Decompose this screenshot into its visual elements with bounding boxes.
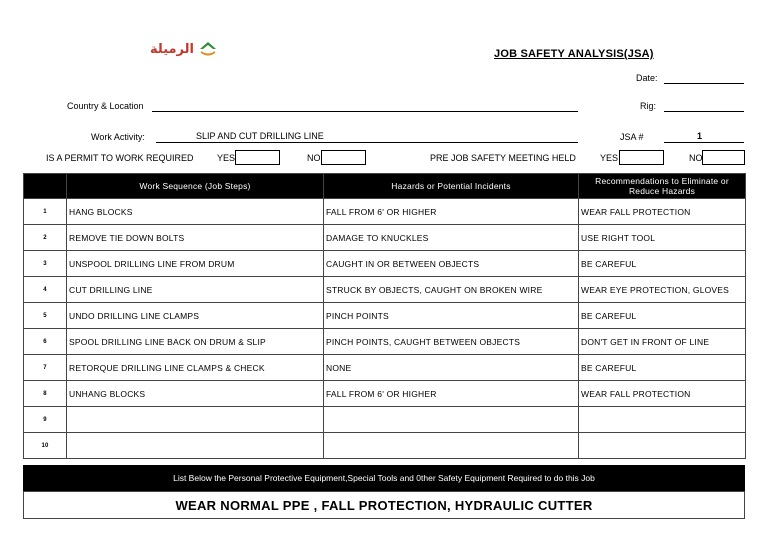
- hazard-cell[interactable]: [324, 433, 579, 459]
- jsa-number-label: JSA #: [620, 132, 644, 142]
- meeting-yes-label: YES: [600, 153, 619, 163]
- table-row: [24, 225, 746, 251]
- table-row: [24, 381, 746, 407]
- table-row: [24, 407, 746, 433]
- document-title: JOB SAFETY ANALYSIS(JSA): [494, 48, 654, 60]
- table-row: [24, 355, 746, 381]
- recommendation-cell[interactable]: WEAR EYE PROTECTION, GLOVES: [579, 277, 746, 303]
- jsa-number-field[interactable]: [664, 131, 744, 143]
- column-header-recommendations: Recommendations to Eliminate or Reduce Hazards: [579, 174, 746, 199]
- row-number: 4: [24, 277, 67, 303]
- work-activity-field[interactable]: [156, 131, 578, 143]
- row-number: 7: [24, 355, 67, 381]
- work-step-cell[interactable]: UNDO DRILLING LINE CLAMPS: [67, 303, 324, 329]
- table-row: [24, 251, 746, 277]
- row-number: 8: [24, 381, 67, 407]
- hazard-cell[interactable]: FALL FROM 6' OR HIGHER: [324, 199, 579, 225]
- logo-emblem-icon: [198, 40, 218, 58]
- hazard-cell[interactable]: PINCH POINTS, CAUGHT BETWEEN OBJECTS: [324, 329, 579, 355]
- hazard-cell[interactable]: CAUGHT IN OR BETWEEN OBJECTS: [324, 251, 579, 277]
- row-number: 5: [24, 303, 67, 329]
- row-number: 6: [24, 329, 67, 355]
- permit-no-label: NO: [307, 153, 321, 163]
- recommendation-cell[interactable]: USE RIGHT TOOL: [579, 225, 746, 251]
- hazard-cell[interactable]: DAMAGE TO KNUCKLES: [324, 225, 579, 251]
- company-logo: [150, 40, 218, 58]
- table-row: [24, 433, 746, 459]
- work-step-cell[interactable]: SPOOL DRILLING LINE BACK ON DRUM & SLIP: [67, 329, 324, 355]
- recommendation-cell[interactable]: [579, 433, 746, 459]
- jsa-number-value: 1: [697, 131, 703, 141]
- permit-no-box[interactable]: [321, 150, 366, 165]
- rig-label: Rig:: [640, 101, 657, 111]
- table-row: [24, 277, 746, 303]
- work-step-cell[interactable]: [67, 433, 324, 459]
- logo-text: الرميلة: [150, 41, 194, 57]
- hazard-cell[interactable]: PINCH POINTS: [324, 303, 579, 329]
- pre-job-meeting-label: PRE JOB SAFETY MEETING HELD: [430, 153, 576, 163]
- table-header-row: [24, 174, 746, 199]
- hazard-cell[interactable]: [324, 407, 579, 433]
- recommendation-cell[interactable]: BE CAREFUL: [579, 251, 746, 277]
- work-step-cell[interactable]: UNSPOOL DRILLING LINE FROM DRUM: [67, 251, 324, 277]
- hazard-cell[interactable]: NONE: [324, 355, 579, 381]
- country-location-label: Country & Location: [67, 101, 144, 111]
- date-field[interactable]: [664, 72, 744, 84]
- recommendation-cell[interactable]: WEAR FALL PROTECTION: [579, 381, 746, 407]
- work-step-cell[interactable]: RETORQUE DRILLING LINE CLAMPS & CHECK: [67, 355, 324, 381]
- work-step-cell[interactable]: CUT DRILLING LINE: [67, 277, 324, 303]
- table-row: [24, 199, 746, 225]
- meeting-yes-box[interactable]: [619, 150, 664, 165]
- meeting-no-box[interactable]: [702, 150, 745, 165]
- date-label: Date:: [636, 73, 658, 83]
- row-number: 10: [24, 433, 67, 459]
- ppe-requirements-label: List Below the Personal Protective Equipment,Special Tools and 0ther Safety Equipment Required to do this Job: [23, 465, 745, 491]
- meeting-no-label: NO: [689, 153, 703, 163]
- table-row: [24, 303, 746, 329]
- column-header-work-sequence: Work Sequence (Job Steps): [67, 174, 324, 199]
- hazard-cell[interactable]: FALL FROM 6' OR HIGHER: [324, 381, 579, 407]
- country-location-field[interactable]: [152, 100, 578, 112]
- permit-required-label: IS A PERMIT TO WORK REQUIRED: [46, 153, 194, 163]
- permit-yes-label: YES: [217, 153, 236, 163]
- column-header-number: [24, 174, 67, 199]
- recommendation-cell[interactable]: BE CAREFUL: [579, 355, 746, 381]
- rig-field[interactable]: [664, 100, 744, 112]
- ppe-requirements-field[interactable]: WEAR NORMAL PPE , FALL PROTECTION, HYDRAULIC CUTTER: [23, 491, 745, 519]
- work-step-cell[interactable]: UNHANG BLOCKS: [67, 381, 324, 407]
- work-activity-label: Work Activity:: [91, 132, 145, 142]
- column-header-hazards: Hazards or Potential Incidents: [324, 174, 579, 199]
- recommendation-cell[interactable]: BE CAREFUL: [579, 303, 746, 329]
- work-step-cell[interactable]: HANG BLOCKS: [67, 199, 324, 225]
- row-number: 3: [24, 251, 67, 277]
- recommendation-cell[interactable]: WEAR FALL PROTECTION: [579, 199, 746, 225]
- row-number: 1: [24, 199, 67, 225]
- work-step-cell[interactable]: [67, 407, 324, 433]
- work-step-cell[interactable]: REMOVE TIE DOWN BOLTS: [67, 225, 324, 251]
- work-activity-value: SLIP AND CUT DRILLING LINE: [196, 131, 324, 141]
- row-number: 2: [24, 225, 67, 251]
- table-row: [24, 329, 746, 355]
- permit-yes-box[interactable]: [235, 150, 280, 165]
- row-number: 9: [24, 407, 67, 433]
- recommendation-cell[interactable]: DON'T GET IN FRONT OF LINE: [579, 329, 746, 355]
- jsa-table: [23, 173, 746, 459]
- hazard-cell[interactable]: STRUCK BY OBJECTS, CAUGHT ON BROKEN WIRE: [324, 277, 579, 303]
- recommendation-cell[interactable]: [579, 407, 746, 433]
